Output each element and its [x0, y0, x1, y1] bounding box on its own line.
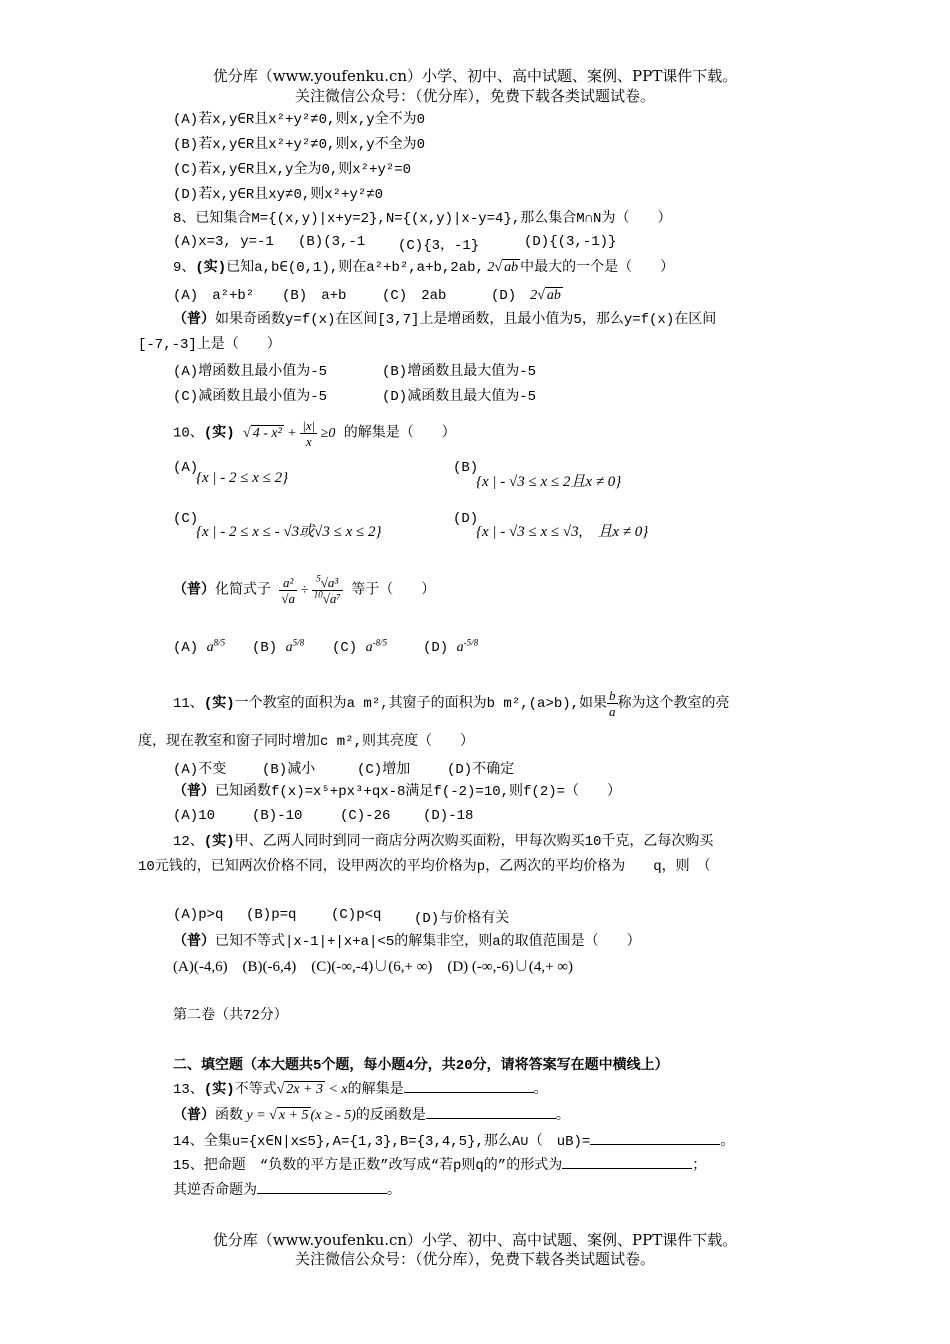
- q9-pu-option-d: (D)减函数且最大值为-5: [382, 389, 537, 405]
- q15-stem-line-2: 其逆否命题为 。: [173, 1183, 401, 1199]
- q15-stem-line-1: 15、把命题 “负数的平方是正数”改写成“若p则q的”的形式为 ；: [173, 1158, 707, 1174]
- q7-option-a: (A)若x,y∈R且x²+y²≠0,则x,y全不为0: [173, 112, 426, 128]
- q12-option-a: (A)p>q: [173, 907, 224, 923]
- q11-pu-option-d: (D)-18: [423, 808, 474, 824]
- q11-option-c: (C)增加: [357, 762, 411, 778]
- q10-formula: √ 4 - x² + $\frac{|x|}{x}$ ≥0: [243, 418, 336, 449]
- q11-stem-line-2: 度，现在教室和窗子同时增加c m²,则其亮度（ ）: [138, 734, 475, 750]
- q13-pu-stem: （普）函数 y = √ x + 5 (x ≥ - 5)的反函数是 。: [173, 1108, 570, 1124]
- q10-tag: (实): [203, 425, 235, 442]
- q9-number: 9、: [173, 260, 196, 276]
- q10-pu-stem: （普）化简式子 $\frac{\text{a²}}{√a}$ ÷ $\frac{^5√a^3}{^{10}√a^7}$ 等于（ ）: [173, 573, 436, 606]
- q10-pu-expression: $\frac{\text{a²}}{√a}$ ÷ $\frac{^5√a^3}{^{10}√a^7}$: [281, 573, 341, 606]
- q11-pu-option-a: (A)10: [173, 808, 216, 824]
- q9-option-a: (A) a²+b²: [173, 288, 255, 304]
- header-line-2: 关注微信公众号：（优分库），免费下载各类试题试卷。: [294, 87, 655, 105]
- q8-option-c: (C){3，-1}: [398, 238, 480, 254]
- q9-pu-stem-line-2: [-7,-3]上是（ ）: [138, 337, 281, 353]
- q10-stem: 10、(实) √ 4 - x² + $\frac{|x|}{x}$ ≥0 的解集是（ ）: [173, 418, 456, 449]
- q8-stem: 8、已知集合M={(x,y)|x+y=2},N={(x,y)|x-y=4},那么集合M∩N为（ ）: [173, 211, 672, 227]
- q8-option-d: (D){(3,-1)}: [524, 234, 617, 250]
- q8-option-b: (B)(3,-1: [298, 234, 366, 250]
- q10-option-d-label: (D): [453, 511, 479, 527]
- q10-pu-option-b: (B) $a^{5/8}$: [252, 637, 305, 656]
- q10-option-d: {x | - √3 ≤ x ≤ √3, 且x ≠ 0}: [476, 524, 649, 540]
- q9-stem: [173, 258, 674, 278]
- footer-line-2: 关注微信公众号：（优分库），免费下载各类试题试卷。: [294, 1250, 655, 1268]
- q9-stem-b: 中最大的一个是（ ）: [520, 260, 675, 276]
- q12-stem-line-2: 10元钱的，已知两次价格不同，设甲两次的平均价格为p，乙两次的平均价格为 q，则 （: [138, 859, 711, 875]
- q9-option-d: (D) 2√ ab: [491, 288, 561, 304]
- q12-option-b: (B)p=q: [246, 907, 297, 923]
- q9-sqrt-expr: 2√ ab: [483, 260, 519, 275]
- q10-option-b: {x | - √3 ≤ x ≤ 2且x ≠ 0}: [476, 474, 622, 490]
- part2-title: 第二卷（共72分）: [173, 1008, 288, 1024]
- q9-pu-option-c: (C)减函数且最小值为-5: [173, 389, 328, 405]
- q13-pu-tag: （普）: [173, 1108, 215, 1124]
- q13-tag: (实): [203, 1082, 235, 1098]
- q10-option-c-label: (C): [173, 511, 199, 527]
- q12-option-d: (D)与价格有关: [414, 911, 510, 927]
- q11-pu-option-b: (B)-10: [252, 808, 303, 824]
- q13-pu-answer-blank[interactable]: [426, 1118, 556, 1119]
- q9-pu-stem-line-1: （普）如果奇函数y=f(x)在区间[3,7]上是增函数，且最小值为5，那么y=f(x)在区间: [173, 312, 717, 328]
- q10-pu-option-a: (A) $a^{8/5}$: [173, 637, 226, 656]
- q10-option-b-label: (B): [453, 460, 479, 476]
- q9-pu-option-b: (B)增函数且最大值为-5: [382, 364, 537, 380]
- q11-option-b: (B)减小: [262, 762, 316, 778]
- q15-answer-blank-1[interactable]: [562, 1168, 692, 1169]
- q11-stem: 11、(实)一个教室的面积为a m²,其窗子的面积为b m²,(a>b),如果 $\frac{b}{a}$ 称为这个教室的亮: [173, 688, 730, 719]
- q10-option-a: {x | - 2 ≤ x ≤ 2}: [196, 470, 289, 486]
- q11-pu-tag: （普）: [173, 784, 215, 800]
- q10-pu-option-d: (D) $a^{-5/8}$: [423, 637, 479, 656]
- footer-line-1: 优分库（www.youfenku.cn）小学、初中、高中试题、案例、PPT课件下载。: [212, 1231, 738, 1249]
- q9-stem-a: 已知a,b∈(0,1),则在a²+b²,a+b,2ab,: [226, 260, 484, 276]
- q9-pu-tag: （普）: [173, 312, 215, 328]
- section-fill-in-title: 二、填空题（本大题共5个题，每小题4分，共20分，请将答案写在题中横线上）: [173, 1058, 669, 1074]
- q12-option-c: (C)p<q: [331, 907, 382, 923]
- q8-option-a: (A)x=3, y=-1: [173, 234, 274, 250]
- q11-option-d: (D)不确定: [447, 762, 515, 778]
- q12-pu-tag: （普）: [173, 934, 215, 950]
- q9-option-c: (C) 2ab: [382, 288, 447, 304]
- q13-pu-formula: y = √ x + 5 (x ≥ - 5): [243, 1108, 356, 1123]
- header-line-1: 优分库（www.youfenku.cn）小学、初中、高中试题、案例、PPT课件下载。: [212, 67, 738, 85]
- q7-option-d: (D)若x,y∈R且xy≠0,则x²+y²≠0: [173, 187, 384, 203]
- q13-formula: √ 2x + 3 < x: [276, 1082, 348, 1097]
- q11-pu-stem: （普）已知函数f(x)=x⁵+px³+qx-8满足f(-2)=10,则f(2)=（ ）: [173, 784, 622, 800]
- q11-option-a: (A)不变: [173, 762, 227, 778]
- q7-option-b: (B)若x,y∈R且x²+y²≠0,则x,y不全为0: [173, 137, 426, 153]
- q12-tag: (实): [203, 834, 235, 850]
- q9-tag: (实): [195, 260, 227, 276]
- q14-stem: 14、全集u={x∈N|x≤5},A={1,3},B={3,4,5},那么A∪（ uB)= 。: [173, 1134, 735, 1150]
- q12-pu-stem: （普）已知不等式|x-1|+|x+a|<5的解集非空，则a的取值范围是（ ）: [173, 934, 641, 950]
- q15-answer-blank-2[interactable]: [257, 1193, 387, 1194]
- q11-pu-option-c: (C)-26: [340, 808, 391, 824]
- q10-pu-tag: （普）: [173, 582, 215, 599]
- q9-pu-option-a: (A)增函数且最小值为-5: [173, 364, 328, 380]
- q11-tag: (实): [203, 696, 235, 713]
- q12-stem-line-1: 12、(实)甲、乙两人同时到同一商店分两次购买面粉，甲每次购买10千克，乙每次购买: [173, 834, 714, 850]
- q10-pu-option-c: (C) $a^{-8/5}$: [332, 637, 388, 656]
- q9-option-b: (B) a+b: [282, 288, 347, 304]
- q10-option-a-label: (A): [173, 460, 199, 476]
- q10-option-c: {x | - 2 ≤ x ≤ - √3或√3 ≤ x ≤ 2}: [196, 524, 382, 540]
- q13-answer-blank[interactable]: [404, 1092, 534, 1093]
- q7-option-c: (C)若x,y∈R且x,y全为0,则x²+y²=0: [173, 162, 412, 178]
- q14-answer-blank[interactable]: [590, 1144, 720, 1145]
- q12-pu-options: (A)(-4,6) (B)(-6,4) (C)(-∞,-4)∪(6,+ ∞) (D) (-∞,-6)∪(4,+ ∞): [173, 959, 573, 975]
- q13-stem: 13、(实)不等式√ 2x + 3 < x的解集是 。: [173, 1082, 548, 1098]
